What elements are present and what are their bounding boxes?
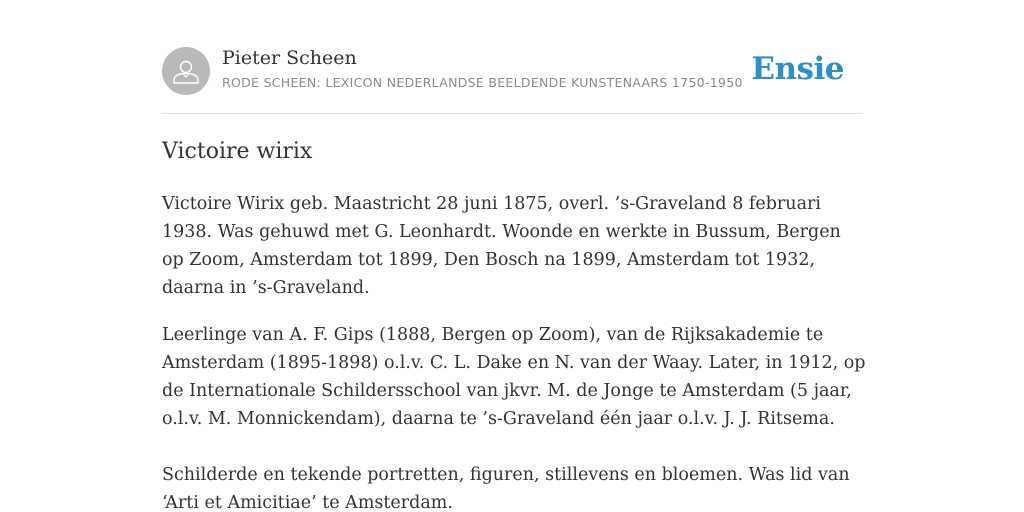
header-divider <box>162 113 862 114</box>
article-header <box>162 46 862 96</box>
paragraph: Victoire Wirix geb. Maastricht 28 juni 1875, overl. ’s-Graveland 8 februari 1938. Was gehuwd met G. Leonhardt. Woonde en werkte in Bussum, Bergen op Zoom, Amsterdam tot 1899, Den Bosch na 1899, Amsterdam tot 1932, daarna in ’s-Graveland. <box>162 194 841 298</box>
user-icon <box>162 47 210 95</box>
ensie-logo[interactable]: Ensie <box>751 51 844 87</box>
paragraph: Schilderde en tekende portretten, figuren, stillevens en bloemen. Was lid van ‘Arti et Amicitiae’ te Amsterdam. <box>162 465 850 512</box>
source-title[interactable]: RODE SCHEEN: LEXICON NEDERLANDSE BEELDENDE KUNSTENAARS 1750-1950 <box>222 75 743 90</box>
article-body <box>162 190 868 512</box>
page-title: Victoire wirix <box>162 139 313 164</box>
avatar[interactable] <box>162 47 210 95</box>
paragraph: Leerlinge van A. F. Gips (1888, Bergen op Zoom), van de Rijksakademie te Amsterdam (1895-1898) o.l.v. C. L. Dake en N. van der Waay. Later, in 1912, op de Internationale Schildersschool van jkvr. M. de Jonge te Amsterdam (5 jaar, o.l.v. M. Monnickendam), daarna te ’s-Graveland één jaar o.l.v. J. J. Ritsema. <box>162 325 866 429</box>
author-name[interactable]: Pieter Scheen <box>222 47 357 69</box>
